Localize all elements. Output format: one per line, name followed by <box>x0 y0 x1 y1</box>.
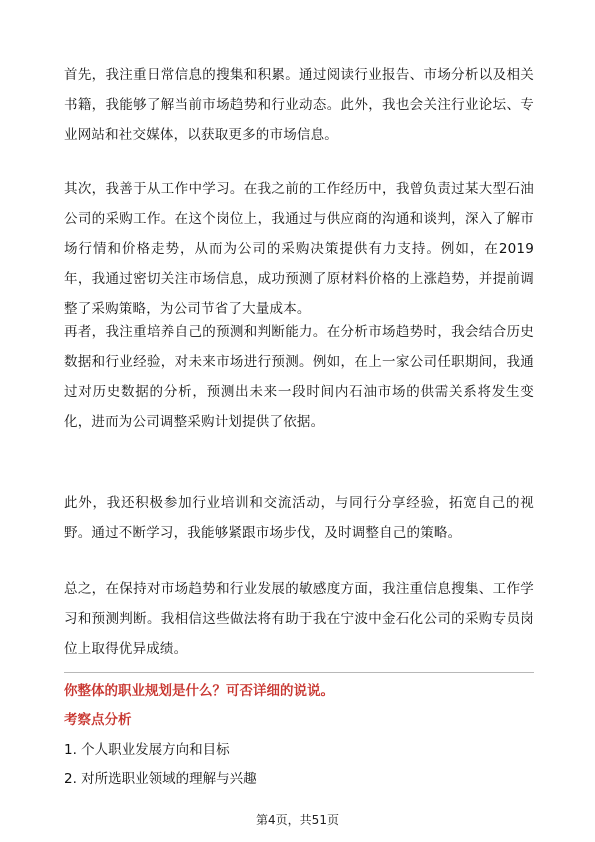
paragraph-prediction-ability: 再者，我注重培养自己的预测和判断能力。在分析市场趋势时，我会结合历史数据和行业经验，对未来市场进行预测。例如，在上一家公司任职期间，我通过对历史数据的分析，预测出未来一段时间内石油市场的供需关系将发生变化，进而为公司调整采购计划提供了依据。 <box>64 324 534 430</box>
paragraph-learning-from-work: 其次，我善于从工作中学习。在我之前的工作经历中，我曾负责过某大型石油公司的采购工作。在这个岗位上，我通过与供应商的沟通和谈判，深入了解市场行情和价格走势，从而为公司的采购决策提供有力支持。例如，在2019年，我通过密切关注市场信息，成功预测了原材料价格的上涨趋势，并提前调整了采购策略，为公司节省了大量成本。 <box>64 181 534 317</box>
list-item: 2. 对所选职业领域的理解与兴趣 <box>64 771 257 787</box>
analysis-section-title: 考察点分析 <box>64 712 132 728</box>
section-divider <box>64 672 534 673</box>
paragraph-training-exchange: 此外，我还积极参加行业培训和交流活动，与同行分享经验，拓宽自己的视野。通过不断学习，我能够紧跟市场步伐，及时调整自己的策略。 <box>64 495 534 541</box>
list-item: 1. 个人职业发展方向和目标 <box>64 742 230 758</box>
page-number-footer: 第4页，共51页 <box>256 813 339 827</box>
paragraph-info-gathering: 首先，我注重日常信息的搜集和积累。通过阅读行业报告、市场分析以及相关书籍，我能够了解当前市场趋势和行业动态。此外，我也会关注行业论坛、专业网站和社交媒体，以获取更多的市场信息。 <box>64 67 534 143</box>
paragraph-summary: 总之，在保持对市场趋势和行业发展的敏感度方面，我注重信息搜集、工作学习和预测判断。我相信这些做法将有助于我在宁波中金石化公司的采购专员岗位上取得优异成绩。 <box>64 581 534 657</box>
interview-question: 你整体的职业规划是什么？可否详细的说说。 <box>64 683 334 699</box>
